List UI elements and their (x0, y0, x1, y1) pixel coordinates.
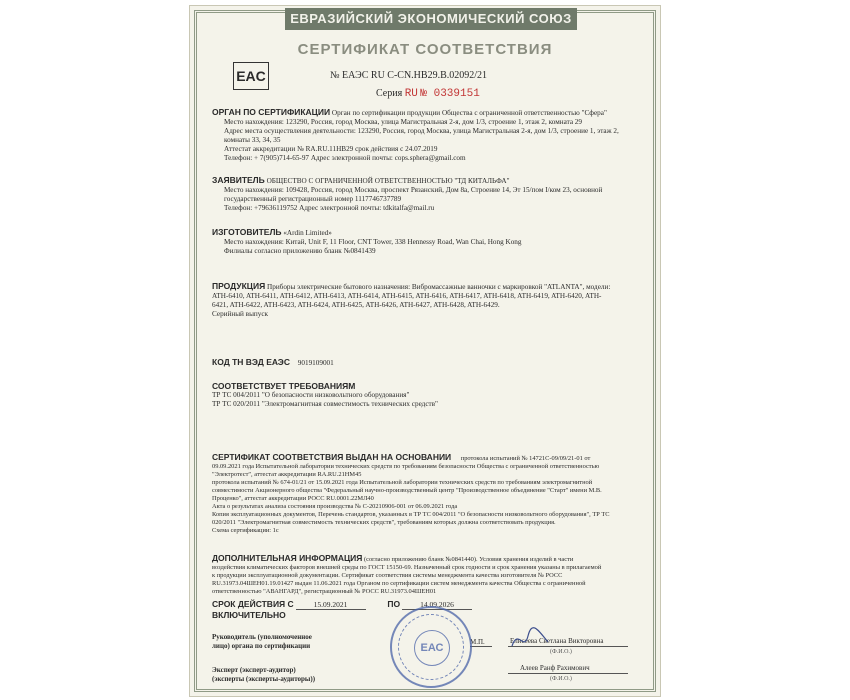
expert-fio-caption: (Ф.И.О.) (550, 676, 572, 682)
series-number: № 0339151 (420, 88, 480, 100)
series-line (376, 88, 480, 100)
additional-line: к продукции эксплуатационной документации. Сертификат соответствия системы менеджмента качества изготовителя № РОСС (212, 572, 563, 579)
additional-line: ответственностью "АВАНГАРД", регистрационный № РОСС RU.31973.04ШЕН01 (212, 588, 437, 595)
additional-heading: ДОПОЛНИТЕЛЬНАЯ ИНФОРМАЦИЯ (212, 553, 363, 563)
series-code: RU (404, 88, 418, 100)
basis-line: Акта о результатах анализа состояния производства № С-20210906-001 от 06.09.2021 года (212, 503, 458, 510)
applicant-section (212, 176, 602, 213)
organ-line: комнаты 33, 34, 35 (224, 136, 281, 144)
manufacturer-heading: ИЗГОТОВИТЕЛЬ (212, 227, 282, 237)
document-title: СЕРТИФИКАТ СООТВЕТСТВИЯ (297, 41, 553, 58)
product-line: ATH-6410, ATH-6411, ATH-6412, ATH-6413, ATH-6414, ATH-6415, ATH-6416, ATH-6417, ATH-6418, ATH-6419, ATH-6420, ATH- (212, 292, 602, 300)
stamp-center: ЕАС (414, 630, 450, 666)
union-banner: ЕВРАЗИЙСКИЙ ЭКОНОМИЧЕСКИЙ СОЮЗ (285, 8, 577, 30)
product-heading: ПРОДУКЦИЯ (212, 281, 266, 291)
basis-line: совместимости Акционерного общества "Федеральный научно-производственный центр "Производственное объединение "Старт" имени М.В. (212, 487, 602, 494)
basis-section (212, 453, 610, 535)
head-fio-caption: (Ф.И.О.) (550, 649, 572, 655)
validity-heading: СРОК ДЕЙСТВИЯ С (212, 599, 294, 609)
head-label-line: Руководитель (уполномоченное (212, 633, 312, 641)
head-name: Елисеева Светлана Викторовна (510, 637, 604, 645)
basis-line: Проценко", аттестат аккредитации РОСС RU.0001.22МЛ40 (212, 495, 374, 502)
validity-tail: ВКЛЮЧИТЕЛЬНО (212, 610, 286, 620)
requirements-line: ТР ТС 020/2011 "Электромагнитная совместимость технических средств" (212, 400, 438, 408)
expert-signature-label (212, 666, 315, 684)
manufacturer-line: «Ardin Limited» (283, 229, 332, 237)
tnved-heading: КОД ТН ВЭД ЕАЭС (212, 357, 290, 367)
requirements-line: ТР ТС 004/2011 "О безопасности низковольтного оборудования" (212, 391, 410, 399)
product-line: Приборы электрические бытового назначения: Вибромассажные ванночки с маркировкой "ATLANTA", модели: (267, 283, 611, 291)
head-signature-label (212, 633, 312, 651)
applicant-line: государственный регистрационный номер 1117746737789 (224, 195, 402, 203)
expert-name: Алеев Ранф Рахимович (520, 664, 590, 672)
applicant-heading: ЗАЯВИТЕЛЬ (212, 175, 265, 185)
additional-section (212, 554, 601, 596)
validity-to-label: ПО (387, 599, 401, 609)
basis-line: Копия эксплуатационных документов, Перечень стандартов, указанных в ТР ТС 004/2011 "О безопасности низковольтного оборудования", ТР ТС (212, 511, 610, 518)
additional-line: воздействия климатических факторов внешней среды по ГОСТ 15150-69. Назначенный срок годности и срок хранения указаны в прилагаемой (212, 564, 602, 571)
organ-line: Адрес места осуществления деятельности: 123290, Россия, город Москва, улица Магистральная 2-я, дом 1/3, строение 1, этаж 2, (224, 127, 619, 135)
basis-line: Схема сертификации: 1с (212, 527, 279, 534)
certificate-number: № ЕАЭС RU C-CN.НВ29.В.02092/21 (330, 70, 488, 81)
certificate-sheet (190, 6, 660, 696)
additional-line: (согласно приложению бланк №0841440). Условия хранения изделий в части (364, 556, 574, 563)
applicant-line: Телефон: +79636119752 Адрес электронной почты: tdkitalfa@mail.ru (224, 204, 435, 212)
expert-label-line: Эксперт (эксперт-аудитор) (212, 666, 296, 674)
basis-line: 09.09.2021 года Испытательной лаборатории технических средств по требованиям безопасности Общества с ограниченной ответственностью (212, 463, 600, 470)
basis-line: 020/2011 "Электромагнитная совместимость технических средств", требованиям которых должна соответствовать продукция. (212, 519, 556, 526)
product-section (212, 282, 610, 319)
applicant-line: Место нахождения: 109428, Россия, город Москва, проспект Рязанский, Дом 8а, Строение 14, Эт 15/пом I/ком 23, основной (224, 186, 603, 194)
manufacturer-section (212, 228, 521, 256)
requirements-heading: СООТВЕТСТВУЕТ ТРЕБОВАНИЯМ (212, 381, 356, 391)
additional-line: RU.31973.04ШЕН01.19.01427 выдан 11.06.2021 года Органом по сертификации систем менеджмента качества Общества с ограниченной (212, 580, 586, 587)
validity-from: 15.09.2021 (296, 600, 366, 610)
tnved-value: 9019109001 (297, 359, 334, 367)
validity-to: 14.09.2026 (402, 600, 472, 610)
manufacturer-line: Место нахождения: Китай, Unit F, 11 Floor, CNT Tower, 338 Hennessy Road, Wan Chai, Hong Kong (224, 238, 522, 246)
head-label-line: лицо) органа по сертификации (212, 642, 311, 650)
basis-line: протокола испытаний № 14721С-09/09/21-01 от (460, 455, 591, 462)
requirements-section (212, 382, 438, 409)
organ-line: Место нахождения: 123290, Россия, город Москва, улица Магистральная 2-я, дом 1/3, строение 1, этаж 2, комната 29 (224, 118, 582, 126)
handwritten-signature (510, 624, 550, 654)
basis-line: протокола испытаний № 674-01/21 от 15.09.2021 года Испытательной лаборатории технических средств по требованиям электромагнитной (212, 479, 593, 486)
organ-heading: ОРГАН ПО СЕРТИФИКАЦИИ (212, 107, 331, 117)
manufacturer-line: Филиалы согласно приложению бланк №0841439 (224, 247, 376, 255)
eac-logo: EAC (233, 62, 269, 90)
expert-name-line (508, 673, 628, 674)
series-label: Серия (376, 88, 403, 99)
mp-mark: М.П. (470, 638, 485, 646)
product-line: Серийный выпуск (212, 310, 269, 318)
tnved-section (212, 358, 334, 368)
expert-label-line: (эксперты (эксперты-аудиторы)) (212, 675, 316, 683)
organ-line: Аттестат аккредитации № RA.RU.11НВ29 срок действия с 24.07.2019 (224, 145, 438, 153)
organ-line: Телефон: + 7(905)714-65-97 Адрес электронной почты: cops.sphera@gmail.com (224, 154, 466, 162)
certification-stamp (390, 606, 472, 688)
basis-line: "Электротест", аттестат аккредитации RA.RU.21НМ45 (212, 471, 362, 478)
product-line: 6421, ATH-6422, ATH-6423, ATH-6424, ATH-6425, ATH-6426, ATH-6427, ATH-6428, ATH-6429. (212, 301, 500, 309)
organ-section (212, 108, 619, 163)
basis-heading: СЕРТИФИКАТ СООТВЕТСТВИЯ ВЫДАН НА ОСНОВАНИИ (212, 452, 452, 462)
organ-line: Орган по сертификации продукции Общества с ограниченной ответственностью "Сфера" (331, 109, 607, 117)
applicant-line: ОБЩЕСТВО С ОГРАНИЧЕННОЙ ОТВЕТСТВЕННОСТЬЮ "ТД КИТАЛЬФА" (266, 177, 510, 185)
